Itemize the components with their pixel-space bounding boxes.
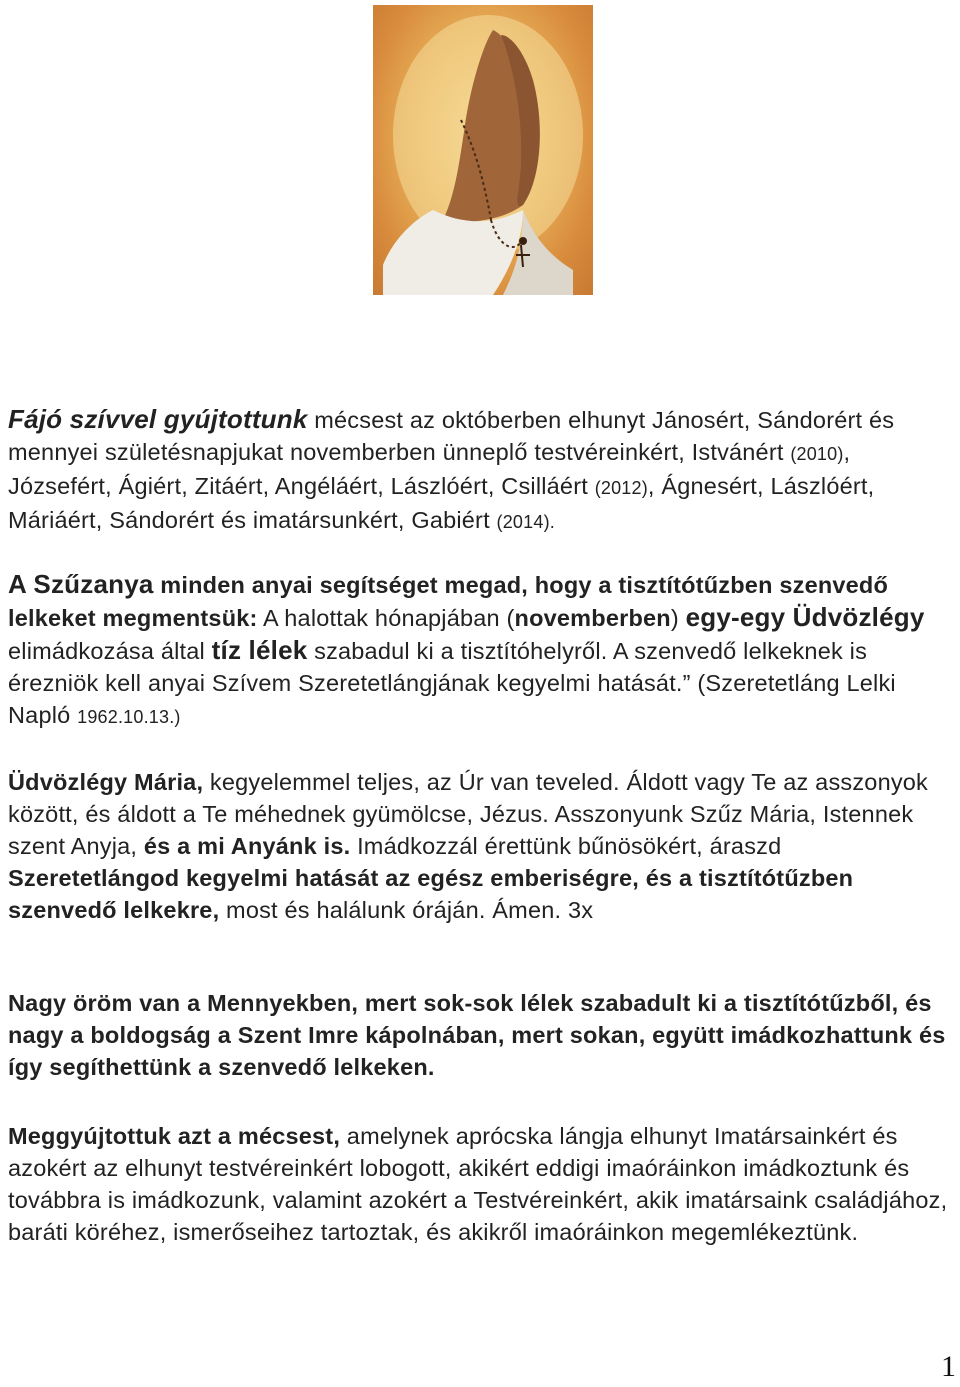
p1-year-2014: (2014). [496,512,555,532]
p1-lead: Fájó szívvel gyújtottunk [8,404,308,434]
p1-text-2: , Józsefért, Ágiért, Zitáért, Angéláért, Lászlóért, Csilláért [8,439,851,499]
p3-bold-2: Szeretetlángod kegyelmi hatását az egész emberiségre, és a tisztítótűzben szenvedő lelkekre, [8,865,854,923]
p2-date: 1962.10.13.) [77,707,181,727]
p2-bold-text: minden anyai segítséget megad, hogy a tisztítótűzben szenvedő lelkeket megmentsük: [8,572,889,631]
p4-text: Nagy öröm van a Mennyekben, mert sok-sok lélek szabadult ki a tisztítótűzből, és nagy a boldogság a Szent Imre kápolnában, mert sokan, együtt imádkozhattunk és így segíthettünk a szenvedő lelkeken. [8,990,946,1080]
p3-bold-1: és a mi Anyánk is. [143,833,351,859]
paragraph-szuzanya [8,568,952,733]
p1-text-3: , Ágnesért, Lászlóért, Máriáért, Sándorért és imatársunkért, Gabiért [8,473,875,533]
praying-hands-image [373,5,593,295]
p2-tiz-lelek: tíz lélek [211,635,308,665]
praying-hands-with-rosary-image [373,5,593,295]
paragraph-prayer [8,766,952,926]
paragraph-candle [8,1120,952,1248]
p1-year-2010: (2010) [790,444,844,464]
p1-text-1: mécsest az októberben elhunyt Jánosért, Sándorért és mennyei születésnapjukat novemberben ünneplő testvéreinkért, Istvánért [8,407,895,465]
p3-text-1: kegyelemmel teljes, az Úr van teveled. Áldott vagy Te az asszonyok között, és áldott a Te méhednek gyümölcse, Jézus. Asszonyunk Szűz Mária, Istennek szent Anyja, [8,769,929,859]
p3-text-2: Imádkozzál érettünk bűnösökért, áraszd [350,833,782,859]
page-number: 1 [941,1350,956,1383]
paragraph-memorial-intro [8,403,952,538]
p2-lead: A Szűzanya [8,569,154,599]
p5-lead: Meggyújtottuk azt a mécsest, [8,1123,341,1149]
paragraph-joy [8,987,952,1083]
p2-november: novemberben [514,605,671,631]
p3-lead: Üdvözlégy Mária, [8,769,204,795]
p2-udvozlegy: egy-egy Üdvözlégy [685,602,925,632]
p3-text-3: most és halálunk óráján. Ámen. 3x [219,897,594,923]
p2-text-2: ) [670,605,686,631]
p2-text-4: szabadul ki a tisztítóhelyről. A szenvedő lelkeknek is érezniök kell anyai Szívem Szeretetlángjának kegyelmi hatását.” (Szeretetláng Lelki Napló [8,638,896,728]
p2-text-3: elimádkozása által [8,638,212,664]
p2-text-1: A halottak hónapjában ( [257,605,515,631]
p1-year-2012: (2012) [594,478,648,498]
p5-text: amelynek aprócska lángja elhunyt Imatársainkért és azokért az elhunyt testvéreinkért lobogott, akikért eddigi imaóráinkon imádkoztunk és továbbra is imádkozunk, valamint azokért a Testvéreinkért, akik imatársaink családjához, baráti köréhez, ismerőseihez tartoztak, és akikről imaóráinkon megemlékeztünk. [8,1123,948,1245]
